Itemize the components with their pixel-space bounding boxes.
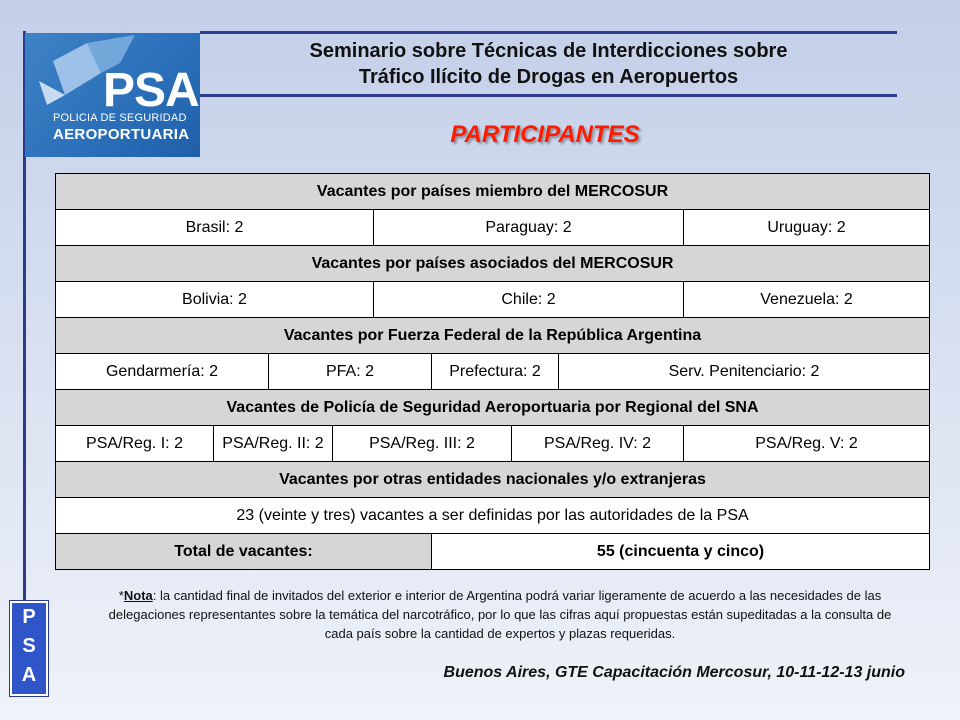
cell-prefectura: Prefectura: 2 <box>432 354 559 390</box>
cell-psa-reg-1: PSA/Reg. I: 2 <box>56 426 214 462</box>
cell-pfa: PFA: 2 <box>269 354 432 390</box>
badge-letter-a: A <box>21 664 37 686</box>
cell-paraguay: Paraguay: 2 <box>374 210 684 246</box>
logo-acronym: PSA <box>103 64 199 117</box>
participants-table <box>55 173 930 570</box>
cell-uruguay: Uruguay: 2 <box>684 210 930 246</box>
badge-letter-p: P <box>22 606 36 628</box>
title-line-2: Tráfico Ilícito de Drogas en Aeropuertos <box>358 66 739 88</box>
note-label: Nota <box>123 588 153 603</box>
cell-brasil: Brasil: 2 <box>56 210 374 246</box>
page-title <box>200 38 897 90</box>
cell-psa-reg-3: PSA/Reg. III: 2 <box>333 426 512 462</box>
psa-logo <box>25 33 200 157</box>
fuerza-header: Vacantes por Fuerza Federal de la República Argentina <box>56 318 930 354</box>
note-text: : la cantidad final de invitados del exterior e interior de Argentina podrá variar ligeramente de acuerdo a las necesidades de las delegaciones representantes sobre la temática del narcotráfico, por lo que las cifras aquí propuestas están supeditadas a la consulta de cada país sobre la cantidad de expertos y plazas requeridas. <box>108 588 892 641</box>
cell-otras-text: 23 (veinte y tres) vacantes a ser definidas por las autoridades de la PSA <box>56 498 930 534</box>
frame-line-middle <box>200 94 897 97</box>
footer-text: Buenos Aires, GTE Capacitación Mercosur, 10-11-12-13 junio <box>443 664 905 681</box>
mercosur-header: Vacantes por países miembro del MERCOSUR <box>56 174 930 210</box>
footnote <box>95 586 905 643</box>
badge-letter-s: S <box>22 635 36 657</box>
logo-line-1: POLICIA DE SEGURIDAD <box>53 112 187 124</box>
cell-psa-reg-5: PSA/Reg. V: 2 <box>684 426 930 462</box>
frame-line-top <box>200 31 897 34</box>
cell-psa-reg-4: PSA/Reg. IV: 2 <box>512 426 684 462</box>
cell-bolivia: Bolivia: 2 <box>56 282 374 318</box>
logo-line-2: AEROPORTUARIA <box>53 126 190 143</box>
total-label: Total de vacantes: <box>56 534 432 570</box>
note-prefix: * <box>118 588 124 603</box>
cell-chile: Chile: 2 <box>374 282 684 318</box>
cell-serv-penitenciario: Serv. Penitenciario: 2 <box>559 354 930 390</box>
otras-header: Vacantes por otras entidades nacionales y/o extranjeras <box>56 462 930 498</box>
total-value: 55 (cincuenta y cinco) <box>432 534 930 570</box>
asociados-header: Vacantes por países asociados del MERCOSUR <box>56 246 930 282</box>
title-line-1: Seminario sobre Técnicas de Interdicciones sobre <box>309 40 788 62</box>
cell-psa-reg-2: PSA/Reg. II: 2 <box>214 426 333 462</box>
cell-gendarmeria: Gendarmería: 2 <box>56 354 269 390</box>
section-title: PARTICIPANTES <box>450 121 640 148</box>
psa-badge <box>10 601 48 696</box>
cell-venezuela: Venezuela: 2 <box>684 282 930 318</box>
psa-header: Vacantes de Policía de Seguridad Aeroportuaria por Regional del SNA <box>56 390 930 426</box>
